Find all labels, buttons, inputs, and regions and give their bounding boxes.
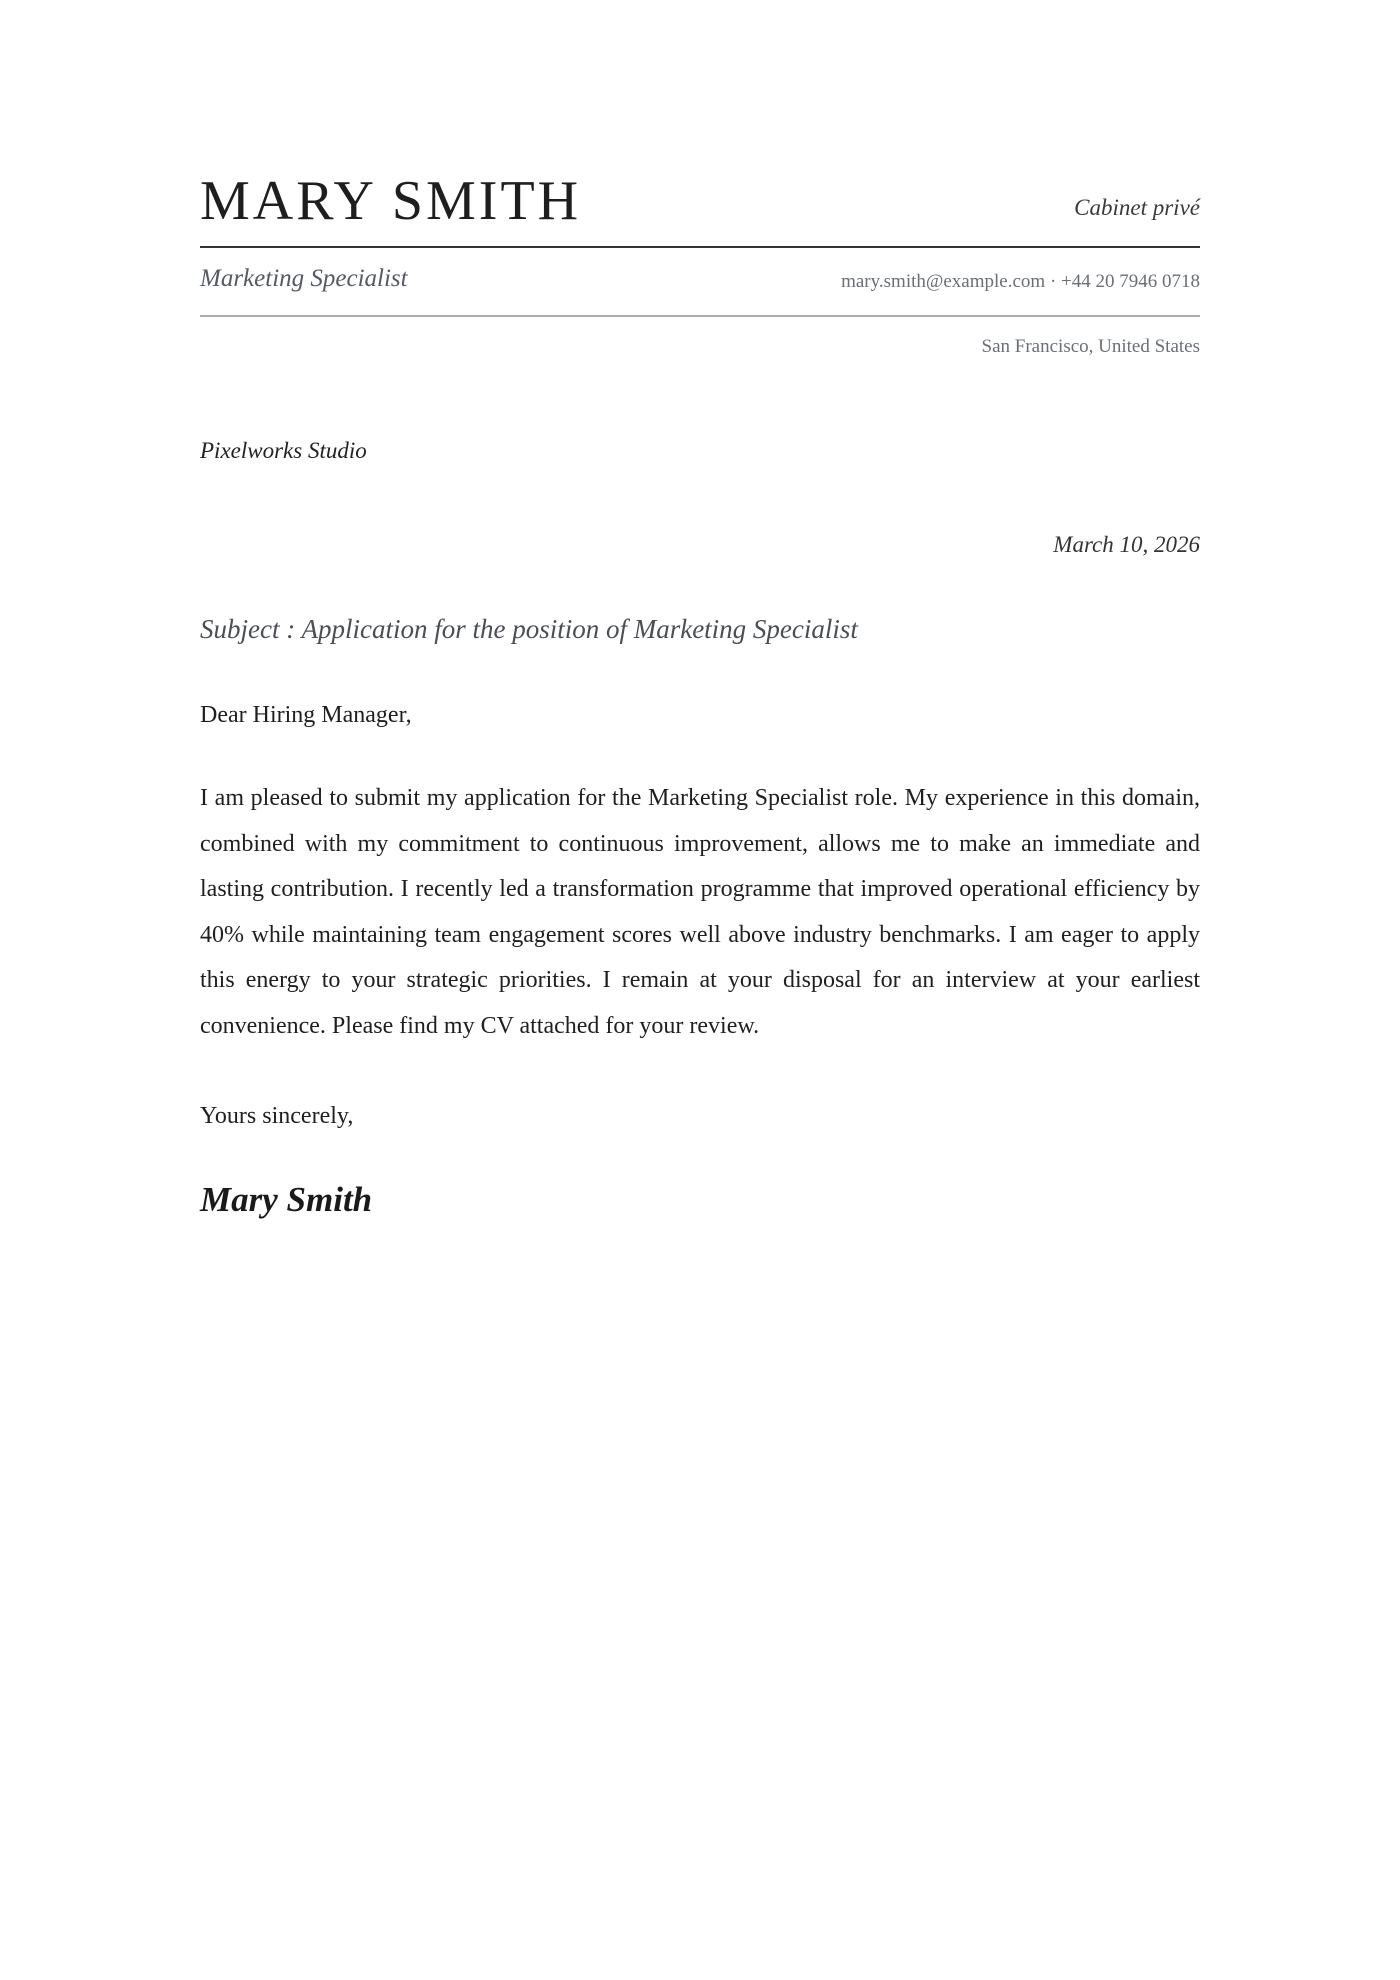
letter-header <box>200 165 1200 245</box>
header-divider <box>200 246 1200 248</box>
contact-info: mary.smith@example.com · +44 20 7946 0718 <box>841 271 1200 292</box>
location: San Francisco, United States <box>981 336 1200 357</box>
cover-letter-page <box>200 0 1200 1980</box>
job-title: Marketing Specialist <box>200 265 408 292</box>
subheader-divider <box>200 315 1200 317</box>
applicant-name: MARY SMITH <box>200 170 582 232</box>
letter-body: I am pleased to submit my application for the Marketing Specialist role. My experience in this domain, combined with my commitment to continuous improvement, allows me to make an immediate and lasting contribution. I recently led a transformation programme that improved operational efficiency by 40% while maintaining team engagement scores well above industry benchmarks. I am eager to apply this energy to your strategic priorities. I remain at your disposal for an interview at your earliest convenience. Please find my CV attached for your review. <box>200 785 1200 1039</box>
letter-subheader <box>200 265 1200 305</box>
letter-date: March 10, 2026 <box>1053 532 1200 557</box>
salutation: Dear Hiring Manager, <box>200 702 412 728</box>
letter-subject: Subject : Application for the position of Marketing Specialist <box>200 614 858 644</box>
signature: Mary Smith <box>200 1180 373 1219</box>
recipient-company: Pixelworks Studio <box>200 438 367 463</box>
closing: Yours sincerely, <box>200 1103 354 1129</box>
header-tagline: Cabinet privé <box>1074 195 1200 220</box>
